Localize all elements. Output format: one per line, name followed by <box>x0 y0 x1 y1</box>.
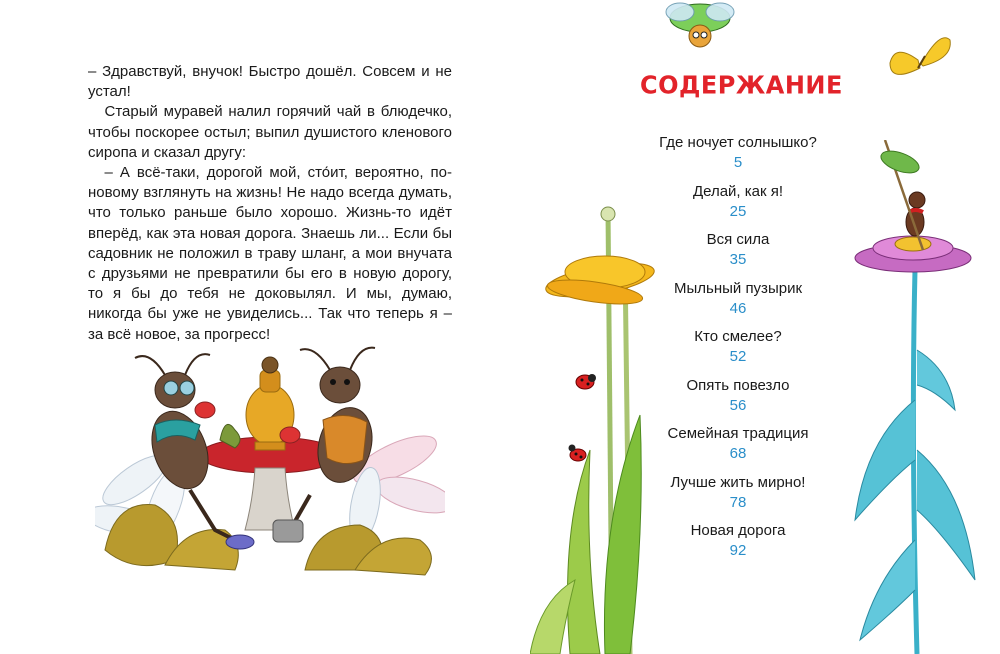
fly-illustration <box>660 0 740 50</box>
story-paragraph: Старый муравей налил горячий чай в блюдечко, чтобы поскорее остыл; выпил душистого кленового сиропа и сказал другу: <box>88 103 452 161</box>
right-page <box>500 0 1000 654</box>
toc-entry-page: 68 <box>729 445 747 462</box>
toc-entry-page: 25 <box>729 202 747 220</box>
dandelion-illustration <box>530 200 670 654</box>
toc-entry-page: 35 <box>729 251 747 268</box>
toc-entry-page: 52 <box>729 348 747 365</box>
dandelion-flower-head <box>543 256 656 309</box>
toc-entry-page: 5 <box>733 154 743 171</box>
ladybug-icon <box>576 374 596 389</box>
story-text <box>88 62 452 345</box>
toc-entry-page: 56 <box>729 396 747 414</box>
toc-entry-title: Новая дорога <box>690 522 786 539</box>
toc-entry-title: Опять повезло <box>686 376 790 394</box>
story-paragraph: – Здравствуй, внучок! Быстро дошёл. Совсем и не устал! <box>88 63 452 101</box>
ant-on-thistle-illustration <box>845 140 985 654</box>
toc-entry-title: Вся сила <box>706 231 770 248</box>
toc-entry-title: Лучше жить мирно! <box>670 473 806 491</box>
toc-entry[interactable] <box>638 134 838 183</box>
ants-tea-party-illustration <box>95 330 445 580</box>
toc-entry-title: Мыльный пузырик <box>673 279 803 297</box>
toc-entry-title: Где ночует солнышко? <box>659 134 817 151</box>
ladybug-icon <box>569 445 587 462</box>
toc-entry-title: Семейная традиция <box>667 425 809 442</box>
toc-entry-page: 46 <box>729 299 747 317</box>
toc-entry-title: Кто смелее? <box>694 328 782 345</box>
toc-entry-page: 92 <box>729 542 747 559</box>
thistle-flower-head <box>855 236 971 272</box>
story-paragraph: – А всё-таки, дорогой мой, сто́ит, вероятно, по-новому взглянуть на жизнь! Не надо всегда думать, что только раньше было хорошо. Жизнь-то идёт вперёд, как эта новая дорога. Знаешь ли... Если бы садовник не положил в траву шланг, а мои внучата с друзьями не превратили бы его в новую дорогу, то я бы до тебя не доковылял. И мы, думаю, никогда бы уже не увиделись... Так что теперь я – за всё новое, за прогресс! <box>88 164 452 343</box>
toc-entry-title: Делай, как я! <box>692 182 784 200</box>
butterfly-illustration <box>885 28 955 93</box>
toc-entry-page: 78 <box>729 493 747 511</box>
table-of-contents-title: СОДЕРЖАНИЕ <box>640 70 843 100</box>
